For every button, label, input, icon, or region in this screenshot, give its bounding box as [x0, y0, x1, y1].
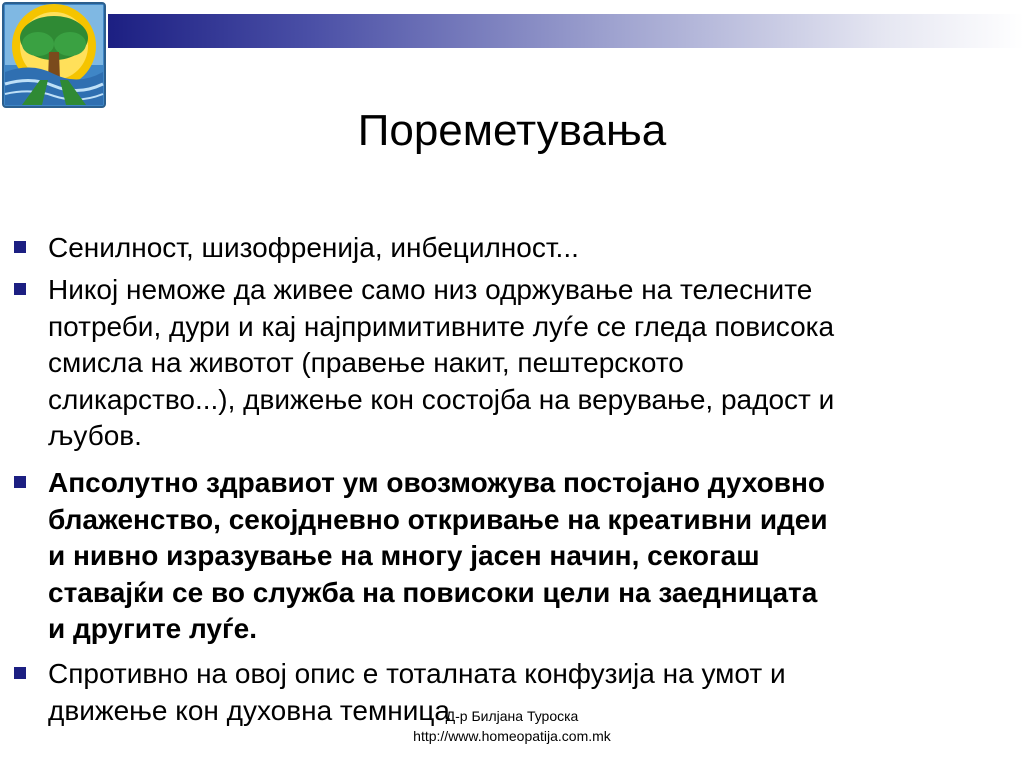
footer-author: Д-р Билјана Туроска [445, 708, 579, 724]
slide-title: Пореметувања [357, 106, 667, 155]
square-bullet-icon [14, 476, 26, 488]
bullet-line: потреби, дури и кај најпримитивните луѓе се гледа повисока [48, 310, 835, 342]
bullet-line: Спротивно на овој опис е тоталната конфузија на умот и [48, 658, 786, 689]
bullet-line: блаженство, секојдневно откривање на креативни идеи [48, 503, 828, 535]
bullet-line: ставајќи се во служба на повисоки цели на заедницата [48, 576, 818, 608]
bullet-text [48, 465, 1008, 648]
bullet-line: и нивно изразување на многу јасен начин, секогаш [48, 540, 760, 571]
bullet-text [48, 230, 1008, 267]
slide-footer [370, 706, 654, 746]
bullet-line: смисла на животот (правење накит, пештерското [48, 347, 684, 378]
footer-url: http://www.homeopatija.com.mk [413, 728, 611, 744]
square-bullet-icon [14, 283, 26, 295]
square-bullet-icon [14, 667, 26, 679]
bullet-line: Никој неможе да живее само низ одржување на телесните [48, 274, 813, 305]
bullet-line: Сенилност, шизофренија, инбецилност... [48, 232, 579, 263]
bullet-line: и другите луѓе. [48, 613, 258, 644]
bullet-line: Апсолутно здравиот ум овозможува постојано духовно [48, 467, 825, 498]
bullet-line: сликарство...), движење кон состојба на верување, радост и [48, 383, 835, 415]
square-bullet-icon [14, 241, 26, 253]
bullet-line: движење кон духовна темница [48, 694, 450, 726]
bullet-line: љубов. [48, 420, 142, 451]
bullet-text [48, 272, 1008, 455]
